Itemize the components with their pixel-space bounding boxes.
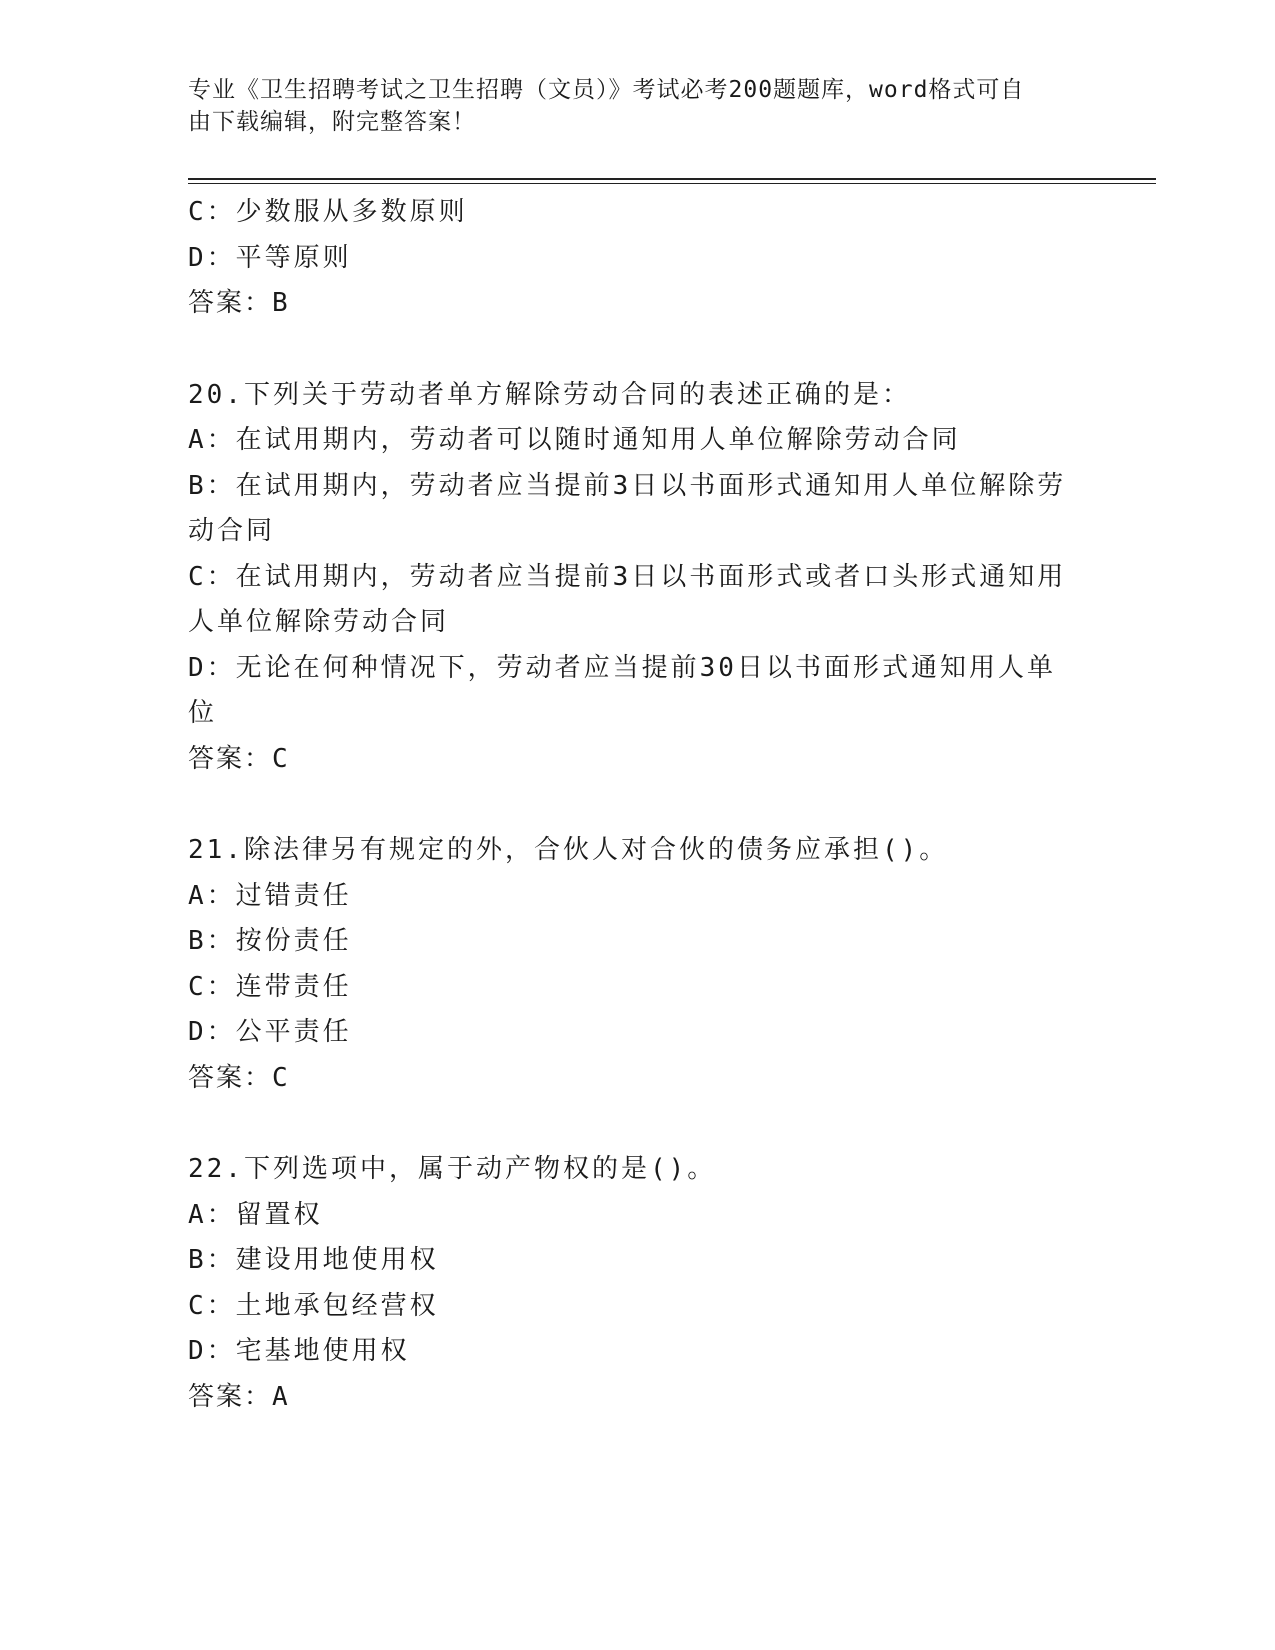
answer-line: 答案：C [188,743,290,774]
option-line: D：无论在何种情况下，劳动者应当提前30日以书面形式通知用人单 [188,652,1056,683]
question-stem: 21.除法律另有规定的外，合伙人对合伙的债务应承担()。 [188,835,949,865]
option-line: C：土地承包经营权 [188,1290,439,1321]
question-22 [188,1147,1088,1420]
option-line: C：少数服从多数原则 [188,197,468,227]
document-header [188,74,1068,138]
option-line: C：在试用期内，劳动者应当提前3日以书面形式或者口头形式通知用 [188,561,1067,592]
option-line: B：建设用地使用权 [188,1245,439,1275]
answer-line: 答案：A [188,1381,290,1412]
option-line: D：公平责任 [188,1017,352,1047]
header-line-1: 专业《卫生招聘考试之卫生招聘（文员）》考试必考200题题库，word格式可自 [188,77,1025,103]
header-line-2: 由下载编辑，附完整答案！ [188,109,476,135]
option-line: A：过错责任 [188,880,352,911]
option-line: A：在试用期内，劳动者可以随时通知用人单位解除劳动合同 [188,425,961,455]
header-divider-thick [188,178,1156,180]
option-line: 动合同 [188,516,276,546]
document-body [188,190,1088,1420]
question-stem: 20.下列关于劳动者单方解除劳动合同的表述正确的是： [188,379,911,410]
spacer [188,782,1088,828]
question-20 [188,373,1088,783]
spacer [188,1101,1088,1147]
question-21 [188,828,1088,1101]
option-line: B：在试用期内，劳动者应当提前3日以书面形式通知用人单位解除劳 [188,470,1067,501]
answer-line: 答案：B [188,288,290,318]
option-line: 人单位解除劳动合同 [188,607,450,637]
option-line: D：宅基地使用权 [188,1336,410,1366]
option-line: A：留置权 [188,1199,323,1230]
option-line: C：连带责任 [188,971,352,1002]
option-line: D：平等原则 [188,242,352,273]
option-line: 位 [188,698,218,728]
previous-question-tail [188,190,1088,327]
header-divider-thin [188,183,1156,184]
spacer [188,327,1088,373]
question-stem: 22.下列选项中，属于动产物权的是()。 [188,1154,717,1184]
answer-line: 答案：C [188,1062,290,1093]
option-line: B：按份责任 [188,926,352,956]
